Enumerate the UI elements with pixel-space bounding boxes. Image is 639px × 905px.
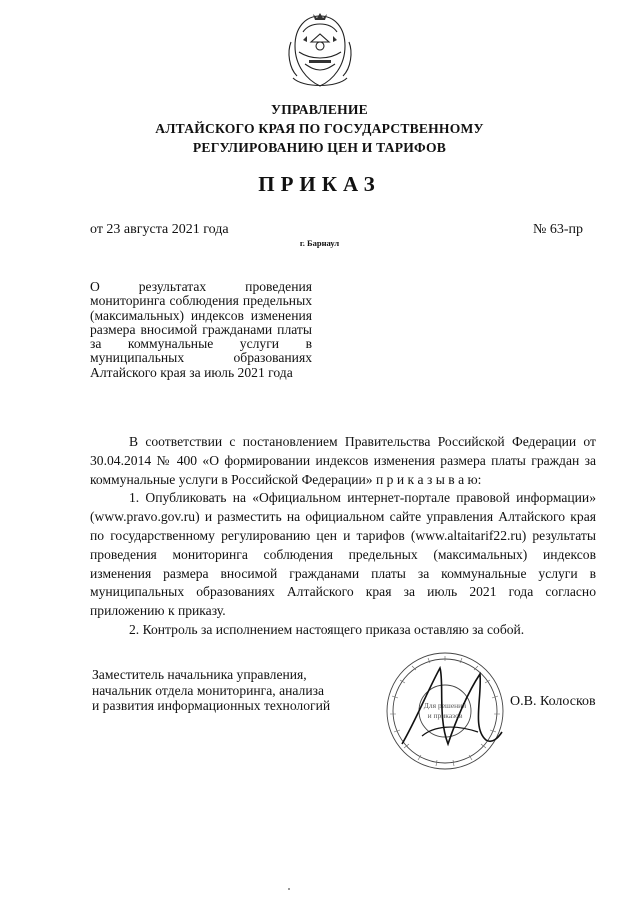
body-item-1: 1. Опубликовать на «Официальном интернет-портале правовой информации» (www.pravo.gov.ru) и разместить на официальном сайте управления Алтайского края по государственному регулированию цен и тарифов (www.altaitarif22.ru) результаты проведения мониторинга соблюдения предельных (максимальных) индексов изменения размера вносимой гражданами платы за коммунальные услуги в муниципальных образованиях Алтайского края за июль 2021 года согласно приложению к приказу. xyxy=(90,490,596,619)
order-date: от 23 августа 2021 года xyxy=(90,222,229,237)
coat-of-arms-emblem xyxy=(283,12,357,92)
body-intro-paragraph xyxy=(90,433,596,489)
signer-name: О.В. Колосков xyxy=(510,694,596,709)
agency-line-1: УПРАВЛЕНИЕ xyxy=(271,102,368,117)
order-city: г. Барнаул xyxy=(299,238,340,248)
agency-line-2: АЛТАЙСКОГО КРАЯ ПО ГОСУДАРСТВЕННОМУ xyxy=(155,121,484,136)
body-item-2: 2. Контроль за исполнением настоящего приказа оставляю за собой. xyxy=(129,621,525,637)
body-directive: п р и к а з ы в а ю: xyxy=(375,471,482,487)
body-intro: В соответствии с постановлением Правительства Российской Федерации от 30.04.2014 № 400 «О формировании индексов изменения размера платы граждан за коммунальные услуги в Российской Федерации» xyxy=(90,434,596,487)
document-type-title: ПРИКАЗ xyxy=(258,172,381,196)
signer-position-line-1: Заместитель начальника управления, xyxy=(92,667,307,682)
order-number: № 63-пр xyxy=(532,222,583,237)
svg-text:Для решений: Для решений xyxy=(423,701,467,710)
agency-line-3: РЕГУЛИРОВАНИЮ ЦЕН И ТАРИФОВ xyxy=(192,140,447,155)
agency-name xyxy=(0,100,639,157)
order-subject: О результатах проведения мониторинга соблюдения предельных (максимальных) индексов изменения размера вносимой гражданами платы за коммунальные услуги в муниципальных образованиях Алтайского края за июль 2021 года xyxy=(90,279,312,380)
signer-position-line-3: и развития информационных технологий xyxy=(92,698,331,713)
order-body xyxy=(90,433,596,640)
signer-position xyxy=(92,667,382,714)
svg-text:и приказов: и приказов xyxy=(427,711,463,720)
official-stamp-with-signature xyxy=(382,648,508,774)
signer-position-line-2: начальник отдела мониторинга, анализа xyxy=(92,682,325,698)
page-mark xyxy=(288,888,290,890)
